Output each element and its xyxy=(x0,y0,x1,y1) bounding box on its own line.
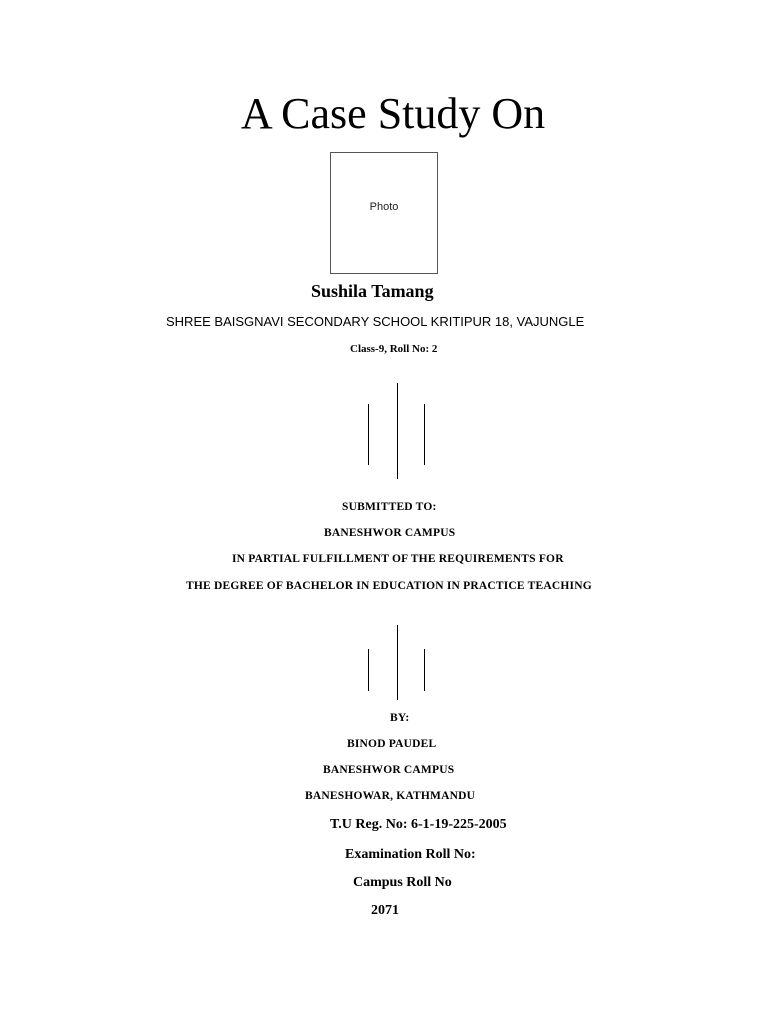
page-title: A Case Study On xyxy=(240,89,546,138)
by-label: BY: xyxy=(390,712,410,724)
photo-placeholder xyxy=(330,152,438,274)
divider-line-right xyxy=(424,404,425,465)
divider-line-center xyxy=(397,625,398,700)
campus-roll: Campus Roll No xyxy=(353,875,452,890)
fulfillment-line: IN PARTIAL FULFILLMENT OF THE REQUIREMENTS FOR xyxy=(232,553,564,565)
exam-roll: Examination Roll No: xyxy=(345,847,476,862)
class-roll: Class-9, Roll No: 2 xyxy=(350,343,438,355)
photo-label: Photo xyxy=(369,201,399,213)
degree-line: THE DEGREE OF BACHELOR IN EDUCATION IN PRACTICE TEACHING xyxy=(186,580,592,592)
school-name: SHREE BAISGNAVI SECONDARY SCHOOL KRITIPUR 18, VAJUNGLE xyxy=(166,314,585,329)
submitted-to-label: SUBMITTED TO: xyxy=(342,501,437,513)
divider-line-left xyxy=(368,649,369,691)
divider-line-left xyxy=(368,404,369,465)
divider-line-right xyxy=(424,649,425,691)
divider-line-center xyxy=(397,383,398,479)
author-name: BINOD PAUDEL xyxy=(347,738,437,750)
submitted-campus: BANESHWOR CAMPUS xyxy=(324,527,456,539)
year: 2071 xyxy=(371,903,399,918)
author-address: BANESHOWAR, KATHMANDU xyxy=(305,790,476,802)
student-name: Sushila Tamang xyxy=(311,281,434,301)
author-campus: BANESHWOR CAMPUS xyxy=(323,764,455,776)
tu-registration: T.U Reg. No: 6-1-19-225-2005 xyxy=(330,817,507,832)
